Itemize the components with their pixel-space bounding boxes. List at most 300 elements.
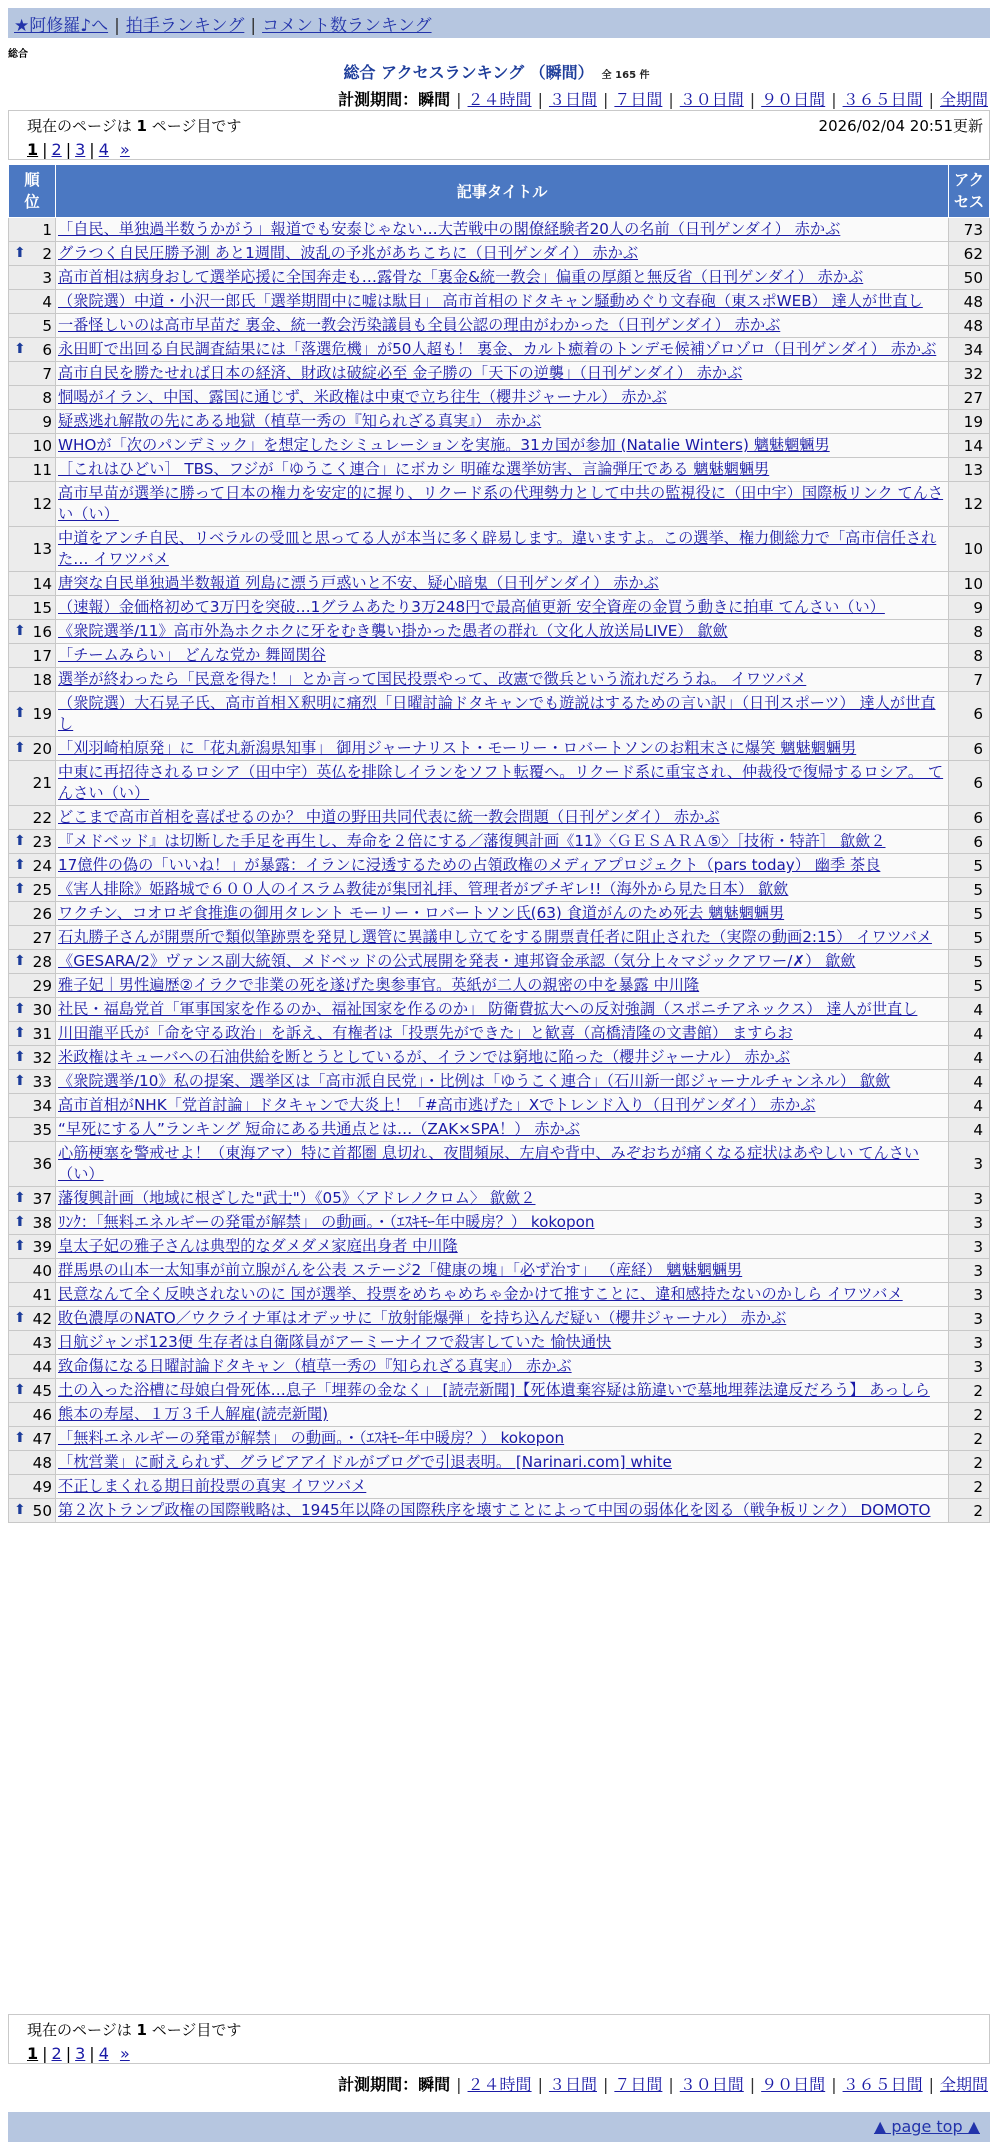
rank-cell	[9, 998, 56, 1022]
article-link[interactable]: 選挙が終わったら「民意を得た！」とか言って国民投票やって、改憲で徴兵という流れだろうね。 イワツバメ	[58, 670, 807, 688]
table-row	[9, 266, 990, 290]
rank-cell	[9, 878, 56, 902]
table-row	[9, 1331, 990, 1355]
rank-cell	[9, 572, 56, 596]
pager-next-link[interactable]: »	[119, 140, 130, 159]
article-link[interactable]: 《衆院選挙/11》高市外為ホクホクに牙をむき襲い掛かった愚者の群れ（文化人放送局LIVE） 歙歛	[58, 622, 728, 640]
article-link[interactable]: 皇太子妃の雅子さんは典型的なダメダメ家庭出身者 中川隆	[58, 1237, 458, 1255]
period-label: 計測期間：	[338, 2075, 419, 2094]
period-link[interactable]: ２４時間	[467, 90, 532, 109]
table-row	[9, 434, 990, 458]
article-link[interactable]: 永田町で出回る自民調査結果には「落選危機」が50人超も！ 裏金、カルト癒着のトンデモ候補ゾロゾロ（日刊ゲンダイ） 赤かぶ	[58, 340, 937, 358]
article-link[interactable]: 高市首相がNHK「党首討論」ドタキャンで大炎上！「#高市逃げた」Xでトレンド入り（日刊ゲンダイ） 赤かぶ	[58, 1096, 816, 1114]
article-link[interactable]: 第２次トランプ政権の国際戦略は、1945年以降の国際秩序を壊すことによって中国の弱体化を図る（戦争板リンク） DOMOTO	[58, 1501, 931, 1519]
title-cell	[56, 1475, 949, 1499]
rank-cell	[9, 1475, 56, 1499]
access-count: 6	[949, 830, 990, 854]
title-cell	[56, 998, 949, 1022]
table-row	[9, 218, 990, 242]
nav-separator: |	[250, 16, 257, 36]
rank-number: 10	[32, 436, 52, 455]
rank-number: 32	[32, 1048, 52, 1067]
article-link[interactable]: 心筋梗塞を警戒せよ！（東海アマ）特に首都圏 息切れ、夜間頻尿、左肩や背中、みぞおちが痛くなる症状はあやしい てんさい（い）	[58, 1144, 920, 1183]
title-cell	[56, 596, 949, 620]
up-arrow-icon: ⬆	[14, 1024, 26, 1041]
access-count: 2	[949, 1379, 990, 1403]
table-row	[9, 644, 990, 668]
access-count: 3	[949, 1235, 990, 1259]
table-row	[9, 830, 990, 854]
rank-number: 27	[32, 928, 52, 947]
title-cell	[56, 386, 949, 410]
rank-number: 36	[32, 1155, 52, 1173]
title-cell	[56, 1235, 949, 1259]
access-count: 13	[949, 458, 990, 482]
title-cell	[56, 974, 949, 998]
article-link[interactable]: 17億件の偽の「いいね！」が暴露：イランに浸透するための占領政権のメディアプロジェクト（pars today） 幽季 茶良	[58, 856, 881, 874]
access-count: 4	[949, 998, 990, 1022]
access-count: 3	[949, 1355, 990, 1379]
access-count: 3	[949, 1331, 990, 1355]
rank-number: 30	[32, 1000, 52, 1019]
article-link[interactable]: 「無料エネルギーの発電が解禁」 の動画。・（ｴｽｷﾓｰ年中暖房？） kokopon	[58, 1429, 565, 1447]
article-link[interactable]: 敗色濃厚のNATO／ウクライナ軍はオデッサに「放射能爆弾」を持ち込んだ疑い（櫻井ジャーナル） 赤かぶ	[58, 1309, 787, 1327]
access-count: 27	[949, 386, 990, 410]
access-count: 2	[949, 1499, 990, 1523]
comment-ranking-link[interactable]: コメント数ランキング	[262, 16, 432, 36]
rank-cell	[9, 410, 56, 434]
rank-number: 12	[32, 495, 52, 513]
rank-cell	[9, 692, 56, 737]
table-header-row	[9, 165, 990, 218]
status-prefix: 現在のページは	[27, 2021, 132, 2039]
access-count: 5	[949, 950, 990, 974]
article-link[interactable]: 「チームみらい」 どんな党か 舞岡関谷	[58, 646, 326, 664]
rank-cell	[9, 1142, 56, 1187]
article-link[interactable]: どこまで高市首相を喜ばせるのか？ 中道の野田共同代表に統一教会問題（日刊ゲンダイ） 赤かぶ	[58, 808, 720, 826]
rank-number: 1	[42, 220, 52, 239]
title-cell	[56, 644, 949, 668]
article-link[interactable]: 雅子妃｜男性遍歴②イラクで非業の死を遂げた奥参事官。英紙が二人の親密の中を暴露 中川隆	[58, 976, 700, 994]
pager-box-bottom	[8, 2014, 990, 2064]
rank-number: 9	[42, 412, 52, 431]
article-link[interactable]: 石丸勝子さんが開票所で類似筆跡票を発見し選管に異議申し立てをする開票責任者に阻止された（実際の動画2:15） イワツバメ	[58, 928, 932, 946]
period-separator: |	[831, 2075, 837, 2094]
article-link[interactable]: 川田龍平氏が「命を守る政治」を訴え、有権者は「投票先ができた」と歓喜（高橋清隆の文書館） ますらお	[58, 1024, 793, 1042]
up-arrow-icon: ⬆	[14, 952, 26, 969]
article-link[interactable]: 「枕営業」に耐えられず、グラビアアイドルがブログで引退表明。 [Narinari.com] white	[58, 1453, 672, 1471]
rank-cell	[9, 386, 56, 410]
status-page: 1	[136, 2021, 147, 2039]
pager-link[interactable]: 3	[75, 2044, 86, 2063]
period-link[interactable]: ２４時間	[467, 2075, 532, 2094]
rank-cell	[9, 1070, 56, 1094]
page-status	[27, 2019, 971, 2040]
article-link[interactable]: 社民・福島党首「軍事国家を作るのか、福祉国家を作るのか」 防衛費拡大への反対強調（スポニチアネックス） 達人が世直し	[58, 1000, 918, 1018]
rank-cell	[9, 527, 56, 572]
period-separator: |	[668, 2075, 674, 2094]
rank-cell	[9, 1451, 56, 1475]
period-link[interactable]: ３０日間	[679, 2075, 744, 2094]
article-link[interactable]: 民意なんて全く反映されないのに 国が選挙、投票をめちゃめちゃ金かけて推すことに、違和感持たないのかしら イワツバメ	[58, 1285, 903, 1303]
up-arrow-icon: ⬆	[14, 244, 26, 261]
rank-cell	[9, 314, 56, 338]
rank-cell	[9, 950, 56, 974]
header-access-label: アクセス	[953, 171, 985, 211]
table-row	[9, 1142, 990, 1187]
article-link[interactable]: 《GESARA/2》ヴァンス副大統領、メドベッドの公式展開を発表・連邦資金承認（気分上々マジックアワー/✗） 歙歛	[58, 952, 856, 970]
rank-cell	[9, 1427, 56, 1451]
article-link[interactable]: 中東に再招待されるロシア（田中宇）英仏を排除しイランをソフト転覆へ。リクード系に重宝され、仲裁役で復帰するロシア。 てんさい（い）	[58, 763, 944, 802]
access-count: 62	[949, 242, 990, 266]
article-link[interactable]: 致命傷になる日曜討論ドタキャン（植草一秀の『知られざる真実』） 赤かぶ	[58, 1357, 572, 1375]
pager-separator: |	[42, 2044, 48, 2063]
table-row	[9, 878, 990, 902]
table-row	[9, 1118, 990, 1142]
title-cell	[56, 902, 949, 926]
rank-number: 40	[32, 1261, 52, 1280]
title-cell	[56, 290, 949, 314]
article-link[interactable]: 《衆院選挙/10》私の提案、選挙区は「高市派自民党」・比例は「ゆうこく連合」（石川新一郎ジャーナルチャンネル） 歙歛	[58, 1072, 891, 1090]
pager-link[interactable]: 2	[51, 140, 62, 159]
period-link[interactable]: ３０日間	[679, 90, 744, 109]
rank-cell	[9, 974, 56, 998]
title-cell	[56, 830, 949, 854]
title-cell	[56, 1142, 949, 1187]
rank-cell	[9, 668, 56, 692]
access-count: 8	[949, 644, 990, 668]
period-link[interactable]: 全期間	[939, 2075, 988, 2094]
access-count: 4	[949, 1070, 990, 1094]
rank-cell	[9, 1283, 56, 1307]
title-cell	[56, 1451, 949, 1475]
article-link[interactable]: 中道をアンチ自民、リベラルの受皿と思ってる人が本当に多く辟易します。違いますよ。この選挙、権力側総力で「高市信任された… イワツバメ	[58, 529, 937, 568]
rank-number: 35	[32, 1120, 52, 1139]
table-row	[9, 692, 990, 737]
rank-cell	[9, 1094, 56, 1118]
article-link[interactable]: 群馬県の山本一太知事が前立腺がんを公表 ステージ2「健康の塊」「必ず治す」 （産経） 魑魅魍魎男	[58, 1261, 743, 1279]
header-rank	[9, 165, 56, 218]
updated-timestamp: 2026/02/04 20:51更新	[818, 117, 983, 135]
article-link[interactable]: ﾘﾝｸ：「無料エネルギーの発電が解禁」 の動画。・（ｴｽｷﾓｰ年中暖房？） kokopon	[58, 1213, 595, 1231]
table-row	[9, 668, 990, 692]
title-cell	[56, 1499, 949, 1523]
period-link[interactable]: ９０日間	[761, 90, 826, 109]
rank-number: 20	[32, 739, 52, 758]
article-link[interactable]: 高市自民を勝たせれば日本の経済、財政は破綻必至 金子勝の「天下の逆襲」（日刊ゲンダイ） 赤かぶ	[58, 364, 743, 382]
pager-separator: |	[89, 140, 95, 159]
page-top-link[interactable]: ▲ page top ▲	[873, 2117, 980, 2136]
article-link[interactable]: 「自民、単独過半数うかがう」報道でも安泰じゃない…大苦戦中の閣僚経験者20人の名前（日刊ゲンダイ） 赤かぶ	[58, 220, 841, 238]
status-suffix: ページ目です	[151, 2021, 242, 2039]
rank-number: 28	[32, 952, 52, 971]
access-count: 14	[949, 434, 990, 458]
table-row	[9, 410, 990, 434]
article-link[interactable]: 藩復興計画（地域に根ざした"武士"）《05》〈アドレノクロム〉 歙歛２	[58, 1189, 536, 1207]
article-link[interactable]: 唐突な自民単独過半数報道 列島に漂う戸惑いと不安、疑心暗鬼（日刊ゲンダイ） 赤かぶ	[58, 574, 659, 592]
period-separator: |	[602, 90, 609, 109]
article-link[interactable]: WHOが「次のパンデミック」を想定したシミュレーションを実施。31カ国が参加 (Natalie Winters) 魑魅魍魎男	[58, 436, 830, 454]
article-link[interactable]: 日航ジャンボ123便 生存者は自衛隊員がアーミーナイフで殺害していた 愉快通快	[58, 1333, 612, 1351]
article-link[interactable]: 『メドベッド』は切断した手足を再生し、寿命を２倍にする／藩復興計画《11》〈ＧＥＳＡＲＡ⑤〉［技術・特許］ 歙歛２	[58, 832, 886, 850]
access-count: 7	[949, 668, 990, 692]
up-arrow-icon: ⬆	[14, 1429, 26, 1446]
table-row	[9, 902, 990, 926]
status-page: 1	[136, 117, 147, 135]
table-row	[9, 1094, 990, 1118]
rank-number: 5	[42, 316, 52, 335]
pager-separator: |	[65, 2044, 72, 2063]
rank-number: 3	[42, 268, 52, 287]
title-cell	[56, 1046, 949, 1070]
table-row	[9, 1259, 990, 1283]
rank-cell	[9, 1307, 56, 1331]
pager-separator: |	[42, 140, 48, 159]
article-link[interactable]: ワクチン、コオロギ食推進の御用タレント モーリー・ロバートソン氏(63) 食道がんのため死去 魑魅魍魎男	[58, 904, 785, 922]
status-prefix: 現在のページは	[27, 117, 132, 135]
rank-number: 22	[32, 808, 52, 827]
rank-number: 46	[32, 1405, 52, 1424]
rank-number: 50	[32, 1501, 52, 1520]
access-count: 5	[949, 878, 990, 902]
table-row	[9, 1403, 990, 1427]
access-count: 10	[949, 572, 990, 596]
title-cell	[56, 1259, 949, 1283]
period-link[interactable]: ７日間	[614, 90, 663, 109]
article-link[interactable]: （速報）金価格初めて3万円を突破…1グラムあたり3万248円で最高値更新 安全資産の金買う動きに拍車 てんさい（い）	[58, 598, 885, 616]
article-link[interactable]: 不正しまくれる期日前投票の真実 イワツバメ	[58, 1477, 367, 1495]
title-cell	[56, 620, 949, 644]
period-separator: |	[537, 90, 543, 109]
access-count: 6	[949, 737, 990, 761]
rank-cell	[9, 242, 56, 266]
page-title	[0, 60, 993, 83]
access-count: 5	[949, 974, 990, 998]
rank-number: 37	[32, 1189, 52, 1208]
rank-cell	[9, 596, 56, 620]
up-arrow-icon: ⬆	[14, 1048, 26, 1065]
pager-link[interactable]: 3	[75, 140, 86, 159]
rank-number: 44	[32, 1357, 52, 1376]
table-row	[9, 242, 990, 266]
table-row	[9, 1211, 990, 1235]
table-row	[9, 854, 990, 878]
period-current: 瞬間	[418, 2075, 451, 2094]
status-suffix: ページ目です	[151, 117, 242, 135]
title-cell	[56, 1331, 949, 1355]
rank-cell	[9, 482, 56, 527]
ranking-title: 総合 アクセスランキング （瞬間）	[343, 63, 594, 82]
article-link[interactable]: （衆院選）大石晃子氏、高市首相Ｘ釈明に痛烈「日曜討論ドタキャンでも遊説はするための言い訳」（日刊スポーツ） 達人が世直し	[58, 694, 936, 733]
rank-number: 18	[32, 670, 52, 689]
period-link[interactable]: ３６５日間	[842, 90, 923, 109]
access-count: 12	[949, 482, 990, 527]
rank-number: 45	[32, 1381, 52, 1400]
article-link[interactable]: 《害人排除》姫路城で６００人のイスラム教徒が集団礼拝、管理者がブチギレ!!（海外から見た日本） 歙歛	[58, 880, 789, 898]
period-separator: |	[602, 2075, 609, 2094]
rank-number: 49	[32, 1477, 52, 1496]
title-cell	[56, 1070, 949, 1094]
article-link[interactable]: グラつく自民圧勝予測 あと1週間、波乱の予兆があちこちに（日刊ゲンダイ） 赤かぶ	[58, 244, 639, 262]
table-row	[9, 737, 990, 761]
article-link[interactable]: （衆院選）中道・小沢一郎氏「選挙期間中に嘘は駄目」 高市首相のドタキャン騒動めぐり文春砲（東スポWEB） 達人が世直し	[58, 292, 923, 310]
title-cell	[56, 314, 949, 338]
title-cell	[56, 1118, 949, 1142]
article-link[interactable]: 一番怪しいのは高市早苗だ 裏金、統一教会汚染議員も全員公認の理由がわかった（日刊ゲンダイ） 赤かぶ	[58, 316, 781, 334]
article-link[interactable]: “早死にする人”ランキング 短命にある共通点とは…（ZAK×SPA！） 赤かぶ	[58, 1120, 580, 1138]
title-cell	[56, 434, 949, 458]
period-selector-bottom	[338, 2072, 988, 2095]
header-title: 記事タイトル	[56, 165, 949, 218]
pager-link[interactable]: 4	[98, 2044, 109, 2063]
rank-cell	[9, 830, 56, 854]
table-row	[9, 974, 990, 998]
rank-cell	[9, 1211, 56, 1235]
period-link[interactable]: 全期間	[939, 90, 988, 109]
access-count: 32	[949, 362, 990, 386]
title-cell	[56, 668, 949, 692]
rank-number: 6	[42, 340, 52, 359]
article-link[interactable]: ［これはひどい］ TBS、フジが「ゆうこく連合」にボカシ 明確な選挙妨害、言論弾圧である 魑魅魍魎男	[58, 460, 770, 478]
article-link[interactable]: 高市早苗が選挙に勝って日本の権力を安定的に握り、リクード系の代理勢力として中共の監視役に（田中宇）国際板リンク てんさい（い）	[58, 484, 944, 523]
table-row	[9, 1499, 990, 1523]
title-cell	[56, 527, 949, 572]
period-link[interactable]: ３６５日間	[842, 2075, 923, 2094]
title-cell	[56, 266, 949, 290]
table-row	[9, 1355, 990, 1379]
table-row	[9, 290, 990, 314]
rank-cell	[9, 644, 56, 668]
up-arrow-icon: ⬆	[14, 1381, 26, 1398]
period-link[interactable]: ３日間	[548, 2075, 597, 2094]
rank-number: 17	[32, 646, 52, 665]
rank-number: 13	[32, 540, 52, 558]
rank-number: 25	[32, 880, 52, 899]
title-cell	[56, 242, 949, 266]
table-row	[9, 1283, 990, 1307]
rank-number: 8	[42, 388, 52, 407]
access-count: 5	[949, 854, 990, 878]
rank-number: 24	[32, 856, 52, 875]
title-cell	[56, 878, 949, 902]
rank-number: 23	[32, 832, 52, 851]
up-arrow-icon: ⬆	[14, 1000, 26, 1017]
pager-current: 1	[27, 2044, 39, 2063]
table-row	[9, 1022, 990, 1046]
access-count: 3	[949, 1283, 990, 1307]
title-cell	[56, 926, 949, 950]
table-row	[9, 458, 990, 482]
article-link[interactable]: 恫喝がイラン、中国、露国に通じず、米政権は中東で立ち往生（櫻井ジャーナル） 赤かぶ	[58, 388, 667, 406]
clap-ranking-link[interactable]: 拍手ランキング	[125, 16, 245, 36]
rank-cell	[9, 926, 56, 950]
access-count: 48	[949, 314, 990, 338]
period-selector-top	[338, 87, 988, 110]
table-row	[9, 1427, 990, 1451]
article-link[interactable]: 土の入った浴槽に母娘白骨死体…息子「埋葬の金なく」 [読売新聞]【死体遺棄容疑は筋違いで墓地埋葬法違反だろう】 あっしら	[58, 1381, 930, 1399]
ranking-body	[9, 218, 990, 1523]
item-count: 全 165 件	[601, 70, 650, 81]
pager-link[interactable]: 2	[51, 2044, 62, 2063]
table-row	[9, 314, 990, 338]
title-cell	[56, 1283, 949, 1307]
article-link[interactable]: 米政権はキューバへの石油供給を断とうとしているが、イランでは窮地に陥った（櫻井ジャーナル） 赤かぶ	[58, 1048, 791, 1066]
rank-number: 47	[32, 1429, 52, 1448]
rank-cell	[9, 806, 56, 830]
nav-separator: |	[114, 16, 120, 36]
rank-cell	[9, 620, 56, 644]
access-count: 6	[949, 692, 990, 737]
article-link[interactable]: 「刈羽崎柏原発」に「花丸新潟県知事」 御用ジャーナリスト・モーリー・ロバートソンのお粗末さに爆笑 魑魅魍魎男	[58, 739, 857, 757]
access-count: 73	[949, 218, 990, 242]
access-count: 4	[949, 1046, 990, 1070]
access-count: 3	[949, 1307, 990, 1331]
up-arrow-icon: ⬆	[14, 340, 26, 357]
access-count: 6	[949, 806, 990, 830]
table-row	[9, 1235, 990, 1259]
table-row	[9, 1046, 990, 1070]
pager-next-link[interactable]: »	[119, 2044, 130, 2063]
rank-number: 21	[32, 774, 52, 792]
rank-number: 39	[32, 1237, 52, 1256]
rank-number: 14	[32, 574, 52, 593]
article-link[interactable]: 熊本の寿屋、１万３千人解雇(読売新聞)	[58, 1405, 329, 1423]
article-link[interactable]: 疑惑逃れ解散の先にある地獄（植草一秀の『知られざる真実』） 赤かぶ	[58, 412, 542, 430]
access-count: 9	[949, 596, 990, 620]
rank-number: 19	[32, 705, 52, 723]
table-row	[9, 761, 990, 806]
title-cell	[56, 1307, 949, 1331]
pager-link[interactable]: 4	[98, 140, 109, 159]
rank-cell	[9, 737, 56, 761]
up-arrow-icon: ⬆	[14, 622, 26, 639]
period-separator: |	[928, 90, 934, 109]
pager-box-top	[8, 110, 990, 160]
title-cell	[56, 950, 949, 974]
period-separator: |	[928, 2075, 934, 2094]
article-link[interactable]: 高市首相は病身おして選挙応援に全国奔走も…露骨な「裏金&統一教会」偏重の厚顔と無反省（日刊ゲンダイ） 赤かぶ	[58, 268, 864, 286]
rank-number: 43	[32, 1333, 52, 1352]
period-link[interactable]: ９０日間	[761, 2075, 826, 2094]
up-arrow-icon: ⬆	[14, 1309, 26, 1326]
table-row	[9, 1307, 990, 1331]
access-count: 2	[949, 1451, 990, 1475]
pager-separator: |	[65, 140, 72, 159]
period-link[interactable]: ３日間	[548, 90, 597, 109]
home-link[interactable]: ★阿修羅♪へ	[14, 16, 109, 36]
category-label: 総合	[8, 49, 28, 60]
period-separator: |	[456, 2075, 462, 2094]
rank-number: 2	[42, 244, 52, 263]
access-count: 3	[949, 1187, 990, 1211]
period-link[interactable]: ７日間	[614, 2075, 663, 2094]
header-access	[949, 165, 990, 218]
rank-cell	[9, 1355, 56, 1379]
title-cell	[56, 761, 949, 806]
rank-cell	[9, 266, 56, 290]
title-cell	[56, 854, 949, 878]
table-row	[9, 1379, 990, 1403]
rank-number: 34	[32, 1096, 52, 1115]
table-row	[9, 998, 990, 1022]
title-cell	[56, 692, 949, 737]
rank-cell	[9, 1403, 56, 1427]
table-row	[9, 1187, 990, 1211]
access-count: 2	[949, 1475, 990, 1499]
rank-cell	[9, 1331, 56, 1355]
up-arrow-icon: ⬆	[14, 1189, 26, 1206]
up-arrow-icon: ⬆	[14, 1237, 26, 1254]
